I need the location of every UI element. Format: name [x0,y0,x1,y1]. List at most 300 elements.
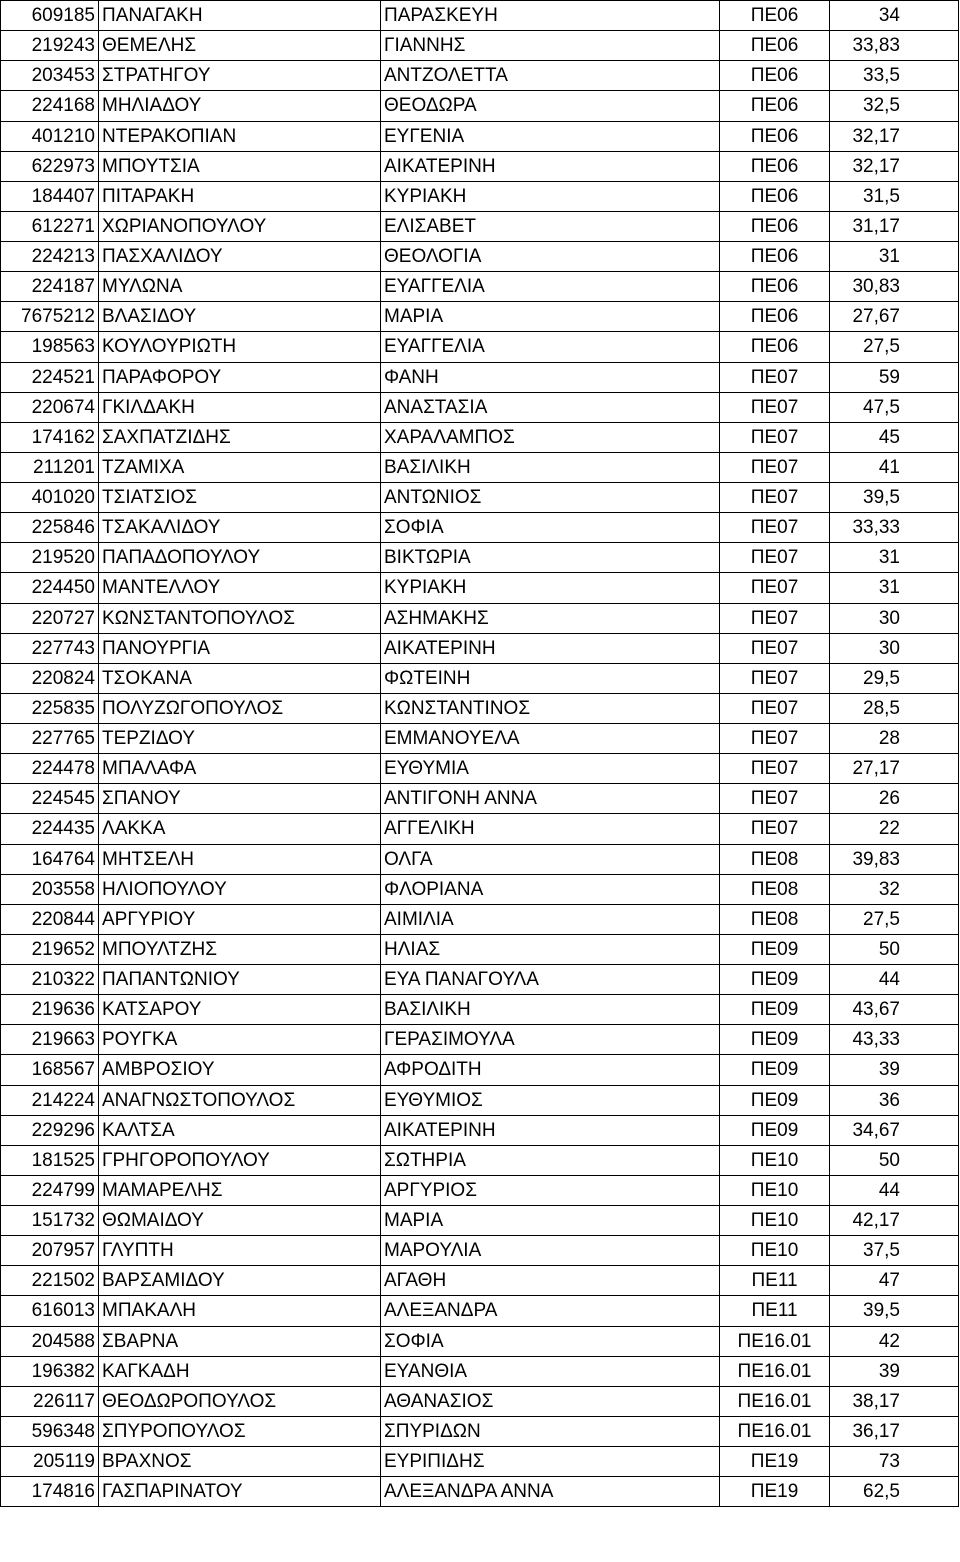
cell-last-name: ΓΛΥΠΤΗ [99,1236,381,1266]
cell-specialty: ΠΕ09 [720,995,830,1025]
cell-score: 31 [830,242,959,272]
cell-id: 203453 [1,61,99,91]
cell-specialty: ΠΕ06 [720,211,830,241]
cell-score: 47,5 [830,392,959,422]
cell-first-name: ΑΛΕΞΑΝΔΡΑ [381,1296,720,1326]
table-row [1,302,959,332]
cell-first-name: ΕΥΘΥΜΙΟΣ [381,1085,720,1115]
cell-score: 41 [830,452,959,482]
table-row [1,1175,959,1205]
cell-last-name: ΣΤΡΑΤΗΓΟΥ [99,61,381,91]
table-row [1,1085,959,1115]
cell-last-name: ΑΜΒΡΟΣΙΟΥ [99,1055,381,1085]
cell-id: 225846 [1,513,99,543]
cell-id: 221502 [1,1266,99,1296]
cell-first-name: ΒΑΣΙΛΙΚΗ [381,452,720,482]
cell-first-name: ΓΕΡΑΣΙΜΟΥΛΑ [381,1025,720,1055]
cell-specialty: ΠΕ07 [720,422,830,452]
cell-score: 73 [830,1447,959,1477]
cell-last-name: ΠΑΝΟΥΡΓΙΑ [99,633,381,663]
table-row [1,362,959,392]
cell-last-name: ΒΛΑΣΙΔΟΥ [99,302,381,332]
cell-score: 39,5 [830,483,959,513]
cell-id: 184407 [1,181,99,211]
cell-id: 224168 [1,91,99,121]
cell-last-name: ΠΑΠΑΔΟΠΟΥΛΟΥ [99,543,381,573]
table-row [1,422,959,452]
table-row [1,1447,959,1477]
cell-specialty: ΠΕ09 [720,1055,830,1085]
cell-last-name: ΓΑΣΠΑΡΙΝΑΤΟΥ [99,1477,381,1507]
cell-last-name: ΑΝΑΓΝΩΣΤΟΠΟΥΛΟΣ [99,1085,381,1115]
table-row [1,844,959,874]
cell-first-name: ΧΑΡΑΛΑΜΠΟΣ [381,422,720,452]
cell-score: 27,67 [830,302,959,332]
cell-id: 224478 [1,754,99,784]
cell-specialty: ΠΕ10 [720,1206,830,1236]
cell-first-name: ΕΥΑ ΠΑΝΑΓΟΥΛΑ [381,965,720,995]
cell-score: 36 [830,1085,959,1115]
cell-specialty: ΠΕ08 [720,904,830,934]
cell-score: 27,17 [830,754,959,784]
cell-specialty: ΠΕ10 [720,1145,830,1175]
cell-last-name: ΤΕΡΖΙΔΟΥ [99,724,381,754]
cell-specialty: ΠΕ06 [720,302,830,332]
table-row [1,181,959,211]
cell-first-name: ΑΙΚΑΤΕΡΙΝΗ [381,633,720,663]
cell-id: 7675212 [1,302,99,332]
cell-score: 33,83 [830,31,959,61]
cell-score: 47 [830,1266,959,1296]
table-row [1,1206,959,1236]
cell-specialty: ΠΕ06 [720,1,830,31]
cell-id: 224187 [1,272,99,302]
cell-specialty: ΠΕ07 [720,362,830,392]
cell-last-name: ΜΠΟΥΤΣΙΑ [99,151,381,181]
cell-specialty: ΠΕ10 [720,1236,830,1266]
cell-score: 32 [830,874,959,904]
cell-score: 39,5 [830,1296,959,1326]
cell-last-name: ΠΑΣΧΑΛΙΔΟΥ [99,242,381,272]
cell-last-name: ΓΚΙΛΔΑΚΗ [99,392,381,422]
cell-id: 220824 [1,663,99,693]
cell-id: 224450 [1,573,99,603]
cell-specialty: ΠΕ08 [720,844,830,874]
cell-last-name: ΚΑΤΣΑΡΟΥ [99,995,381,1025]
cell-score: 27,5 [830,904,959,934]
cell-specialty: ΠΕ07 [720,633,830,663]
cell-first-name: ΑΝΤΙΓΟΝΗ ΑΝΝΑ [381,784,720,814]
table-body [1,1,959,1507]
cell-first-name: ΑΛΕΞΑΝΔΡΑ ΑΝΝΑ [381,1477,720,1507]
cell-specialty: ΠΕ06 [720,332,830,362]
cell-score: 31,5 [830,181,959,211]
cell-id: 225835 [1,693,99,723]
cell-id: 205119 [1,1447,99,1477]
cell-specialty: ΠΕ07 [720,392,830,422]
cell-id: 224799 [1,1175,99,1205]
table-row [1,31,959,61]
cell-specialty: ΠΕ06 [720,151,830,181]
table-row [1,272,959,302]
cell-id: 214224 [1,1085,99,1115]
cell-first-name: ΣΩΤΗΡΙΑ [381,1145,720,1175]
cell-score: 32,5 [830,91,959,121]
cell-specialty: ΠΕ06 [720,91,830,121]
table-row [1,1326,959,1356]
cell-first-name: ΑΙΜΙΛΙΑ [381,904,720,934]
cell-first-name: ΚΥΡΙΑΚΗ [381,573,720,603]
cell-id: 401210 [1,121,99,151]
cell-id: 224521 [1,362,99,392]
cell-score: 30 [830,603,959,633]
cell-score: 31 [830,573,959,603]
cell-first-name: ΦΛΟΡΙΑΝΑ [381,874,720,904]
cell-first-name: ΟΛΓΑ [381,844,720,874]
cell-last-name: ΜΥΛΩΝΑ [99,272,381,302]
cell-specialty: ΠΕ16.01 [720,1416,830,1446]
cell-specialty: ΠΕ06 [720,61,830,91]
cell-score: 34 [830,1,959,31]
cell-id: 229296 [1,1115,99,1145]
table-row [1,995,959,1025]
cell-score: 29,5 [830,663,959,693]
table-row [1,814,959,844]
cell-id: 609185 [1,1,99,31]
cell-first-name: ΕΥΘΥΜΙΑ [381,754,720,784]
cell-last-name: ΘΕΜΕΛΗΣ [99,31,381,61]
table-row [1,724,959,754]
cell-id: 151732 [1,1206,99,1236]
cell-specialty: ΠΕ07 [720,483,830,513]
cell-specialty: ΠΕ11 [720,1266,830,1296]
cell-last-name: ΡΟΥΓΚΑ [99,1025,381,1055]
cell-last-name: ΤΖΑΜΙΧΑ [99,452,381,482]
cell-last-name: ΤΣΑΚΑΛΙΔΟΥ [99,513,381,543]
cell-specialty: ΠΕ09 [720,1025,830,1055]
cell-first-name: ΚΥΡΙΑΚΗ [381,181,720,211]
table-row [1,1386,959,1416]
cell-score: 33,5 [830,61,959,91]
cell-last-name: ΜΗΤΣΕΛΗ [99,844,381,874]
cell-score: 45 [830,422,959,452]
cell-score: 50 [830,1145,959,1175]
cell-first-name: ΜΑΡΙΑ [381,1206,720,1236]
table-row [1,1115,959,1145]
cell-specialty: ΠΕ06 [720,242,830,272]
cell-score: 43,33 [830,1025,959,1055]
table-row [1,452,959,482]
table-row [1,151,959,181]
table-row [1,874,959,904]
cell-first-name: ΓΙΑΝΝΗΣ [381,31,720,61]
cell-id: 227743 [1,633,99,663]
cell-id: 219636 [1,995,99,1025]
cell-first-name: ΕΛΙΣΑΒΕΤ [381,211,720,241]
cell-first-name: ΑΙΚΑΤΕΡΙΝΗ [381,1115,720,1145]
cell-specialty: ΠΕ07 [720,513,830,543]
cell-last-name: ΠΙΤΑΡΑΚΗ [99,181,381,211]
cell-first-name: ΦΑΝΗ [381,362,720,392]
cell-score: 22 [830,814,959,844]
cell-first-name: ΕΜΜΑΝΟΥΕΛΑ [381,724,720,754]
cell-last-name: ΠΑΠΑΝΤΩΝΙΟΥ [99,965,381,995]
cell-score: 36,17 [830,1416,959,1446]
cell-id: 210322 [1,965,99,995]
table-row [1,483,959,513]
cell-last-name: ΜΠΑΚΑΛΗ [99,1296,381,1326]
table-row [1,91,959,121]
cell-first-name: ΣΟΦΙΑ [381,513,720,543]
cell-specialty: ΠΕ07 [720,814,830,844]
cell-specialty: ΠΕ07 [720,724,830,754]
cell-specialty: ΠΕ09 [720,1085,830,1115]
cell-specialty: ΠΕ06 [720,31,830,61]
cell-first-name: ΚΩΝΣΤΑΝΤΙΝΟΣ [381,693,720,723]
cell-score: 28,5 [830,693,959,723]
cell-score: 39 [830,1055,959,1085]
cell-first-name: ΑΓΓΕΛΙΚΗ [381,814,720,844]
cell-id: 224545 [1,784,99,814]
cell-id: 224435 [1,814,99,844]
table-row [1,1266,959,1296]
cell-first-name: ΒΙΚΤΩΡΙΑ [381,543,720,573]
cell-last-name: ΛΑΚΚΑ [99,814,381,844]
cell-specialty: ΠΕ09 [720,1115,830,1145]
cell-score: 50 [830,934,959,964]
cell-first-name: ΑΡΓΥΡΙΟΣ [381,1175,720,1205]
table-row [1,211,959,241]
cell-first-name: ΒΑΣΙΛΙΚΗ [381,995,720,1025]
cell-id: 401020 [1,483,99,513]
cell-score: 28 [830,724,959,754]
cell-first-name: ΕΥΑΓΓΕΛΙΑ [381,272,720,302]
table-row [1,242,959,272]
cell-id: 204588 [1,1326,99,1356]
cell-first-name: ΑΝΤΩΝΙΟΣ [381,483,720,513]
cell-specialty: ΠΕ16.01 [720,1326,830,1356]
cell-last-name: ΚΑΛΤΣΑ [99,1115,381,1145]
cell-score: 34,67 [830,1115,959,1145]
cell-last-name: ΒΡΑΧΝΟΣ [99,1447,381,1477]
cell-id: 219243 [1,31,99,61]
cell-score: 26 [830,784,959,814]
cell-last-name: ΧΩΡΙΑΝΟΠΟΥΛΟΥ [99,211,381,241]
cell-specialty: ΠΕ07 [720,663,830,693]
table-row [1,332,959,362]
cell-specialty: ΠΕ08 [720,874,830,904]
cell-first-name: ΕΥΑΓΓΕΛΙΑ [381,332,720,362]
cell-last-name: ΜΗΛΙΑΔΟΥ [99,91,381,121]
cell-score: 42 [830,1326,959,1356]
cell-id: 211201 [1,452,99,482]
cell-specialty: ΠΕ19 [720,1447,830,1477]
cell-first-name: ΕΥΑΝΘΙΑ [381,1356,720,1386]
cell-id: 219663 [1,1025,99,1055]
cell-score: 59 [830,362,959,392]
cell-last-name: ΤΣΟΚΑΝΑ [99,663,381,693]
cell-last-name: ΠΟΛΥΖΩΓΟΠΟΥΛΟΣ [99,693,381,723]
cell-id: 203558 [1,874,99,904]
table-row [1,663,959,693]
cell-last-name: ΜΠΟΥΛΤΖΗΣ [99,934,381,964]
cell-specialty: ΠΕ07 [720,573,830,603]
cell-id: 219520 [1,543,99,573]
cell-id: 596348 [1,1416,99,1446]
cell-id: 198563 [1,332,99,362]
cell-first-name: ΑΣΗΜΑΚΗΣ [381,603,720,633]
cell-id: 196382 [1,1356,99,1386]
cell-first-name: ΑΘΑΝΑΣΙΟΣ [381,1386,720,1416]
table-row [1,754,959,784]
cell-first-name: ΣΟΦΙΑ [381,1326,720,1356]
cell-first-name: ΕΥΓΕΝΙΑ [381,121,720,151]
cell-score: 39 [830,1356,959,1386]
cell-first-name: ΠΑΡΑΣΚΕΥΗ [381,1,720,31]
cell-specialty: ΠΕ16.01 [720,1356,830,1386]
cell-specialty: ΠΕ06 [720,272,830,302]
cell-id: 612271 [1,211,99,241]
cell-id: 227765 [1,724,99,754]
cell-last-name: ΜΠΑΛΑΦΑ [99,754,381,784]
table-row [1,61,959,91]
cell-score: 30,83 [830,272,959,302]
table-row [1,1356,959,1386]
cell-id: 164764 [1,844,99,874]
cell-score: 44 [830,965,959,995]
cell-score: 33,33 [830,513,959,543]
table-row [1,513,959,543]
table-row [1,784,959,814]
cell-last-name: ΑΡΓΥΡΙΟΥ [99,904,381,934]
cell-last-name: ΠΑΡΑΦΟΡΟΥ [99,362,381,392]
cell-first-name: ΗΛΙΑΣ [381,934,720,964]
cell-specialty: ΠΕ19 [720,1477,830,1507]
table-row [1,1477,959,1507]
cell-id: 181525 [1,1145,99,1175]
cell-score: 62,5 [830,1477,959,1507]
cell-specialty: ΠΕ07 [720,784,830,814]
cell-first-name: ΜΑΡΟΥΛΙΑ [381,1236,720,1266]
cell-first-name: ΑΦΡΟΔΙΤΗ [381,1055,720,1085]
table-row [1,121,959,151]
cell-last-name: ΚΑΓΚΑΔΗ [99,1356,381,1386]
cell-id: 224213 [1,242,99,272]
cell-first-name: ΑΝΤΖΟΛΕΤΤΑ [381,61,720,91]
cell-first-name: ΜΑΡΙΑ [381,302,720,332]
cell-first-name: ΑΝΑΣΤΑΣΙΑ [381,392,720,422]
cell-specialty: ΠΕ11 [720,1296,830,1326]
cell-last-name: ΣΠΑΝΟΥ [99,784,381,814]
cell-id: 168567 [1,1055,99,1085]
cell-last-name: ΜΑΝΤΕΛΛΟΥ [99,573,381,603]
cell-last-name: ΚΟΥΛΟΥΡΙΩΤΗ [99,332,381,362]
cell-id: 219652 [1,934,99,964]
cell-first-name: ΑΓΑΘΗ [381,1266,720,1296]
cell-first-name: ΘΕΟΛΟΓΙΑ [381,242,720,272]
cell-specialty: ΠΕ10 [720,1175,830,1205]
cell-score: 38,17 [830,1386,959,1416]
cell-specialty: ΠΕ09 [720,934,830,964]
table-row [1,1,959,31]
cell-first-name: ΣΠΥΡΙΔΩΝ [381,1416,720,1446]
cell-last-name: ΚΩΝΣΤΑΝΤΟΠΟΥΛΟΣ [99,603,381,633]
cell-last-name: ΘΕΟΔΩΡΟΠΟΥΛΟΣ [99,1386,381,1416]
cell-id: 622973 [1,151,99,181]
cell-last-name: ΘΩΜΑΙΔΟΥ [99,1206,381,1236]
cell-last-name: ΠΑΝΑΓΑΚΗ [99,1,381,31]
cell-first-name: ΘΕΟΔΩΡΑ [381,91,720,121]
cell-score: 32,17 [830,151,959,181]
cell-id: 174816 [1,1477,99,1507]
table-row [1,934,959,964]
cell-id: 220674 [1,392,99,422]
cell-last-name: ΤΣΙΑΤΣΙΟΣ [99,483,381,513]
cell-specialty: ΠΕ07 [720,603,830,633]
cell-specialty: ΠΕ07 [720,754,830,784]
table-row [1,1416,959,1446]
cell-specialty: ΠΕ16.01 [720,1386,830,1416]
cell-score: 39,83 [830,844,959,874]
table-row [1,573,959,603]
cell-specialty: ΠΕ09 [720,965,830,995]
cell-specialty: ΠΕ07 [720,452,830,482]
cell-last-name: ΝΤΕΡΑΚΟΠΙΑΝ [99,121,381,151]
cell-id: 220727 [1,603,99,633]
cell-score: 31 [830,543,959,573]
table-row [1,1055,959,1085]
cell-score: 43,67 [830,995,959,1025]
cell-last-name: ΒΑΡΣΑΜΙΔΟΥ [99,1266,381,1296]
table-row [1,1145,959,1175]
cell-score: 44 [830,1175,959,1205]
cell-id: 207957 [1,1236,99,1266]
table-row [1,965,959,995]
cell-id: 226117 [1,1386,99,1416]
cell-first-name: ΑΙΚΑΤΕΡΙΝΗ [381,151,720,181]
cell-specialty: ΠΕ07 [720,543,830,573]
cell-score: 27,5 [830,332,959,362]
cell-last-name: ΜΑΜΑΡΕΛΗΣ [99,1175,381,1205]
cell-last-name: ΗΛΙΟΠΟΥΛΟΥ [99,874,381,904]
cell-score: 31,17 [830,211,959,241]
table-row [1,603,959,633]
table-row [1,543,959,573]
table-row [1,1236,959,1266]
cell-specialty: ΠΕ06 [720,181,830,211]
cell-score: 37,5 [830,1236,959,1266]
cell-id: 174162 [1,422,99,452]
cell-first-name: ΦΩΤΕΙΝΗ [381,663,720,693]
cell-score: 30 [830,633,959,663]
table-row [1,693,959,723]
cell-score: 42,17 [830,1206,959,1236]
table-row [1,1296,959,1326]
cell-specialty: ΠΕ06 [720,121,830,151]
cell-last-name: ΣΒΑΡΝΑ [99,1326,381,1356]
cell-first-name: ΕΥΡΙΠΙΔΗΣ [381,1447,720,1477]
cell-id: 616013 [1,1296,99,1326]
table-row [1,633,959,663]
table-row [1,904,959,934]
cell-score: 32,17 [830,121,959,151]
cell-id: 220844 [1,904,99,934]
table-row [1,392,959,422]
table-row [1,1025,959,1055]
cell-last-name: ΣΠΥΡΟΠΟΥΛΟΣ [99,1416,381,1446]
cell-specialty: ΠΕ07 [720,693,830,723]
cell-last-name: ΣΑΧΠΑΤΖΙΔΗΣ [99,422,381,452]
